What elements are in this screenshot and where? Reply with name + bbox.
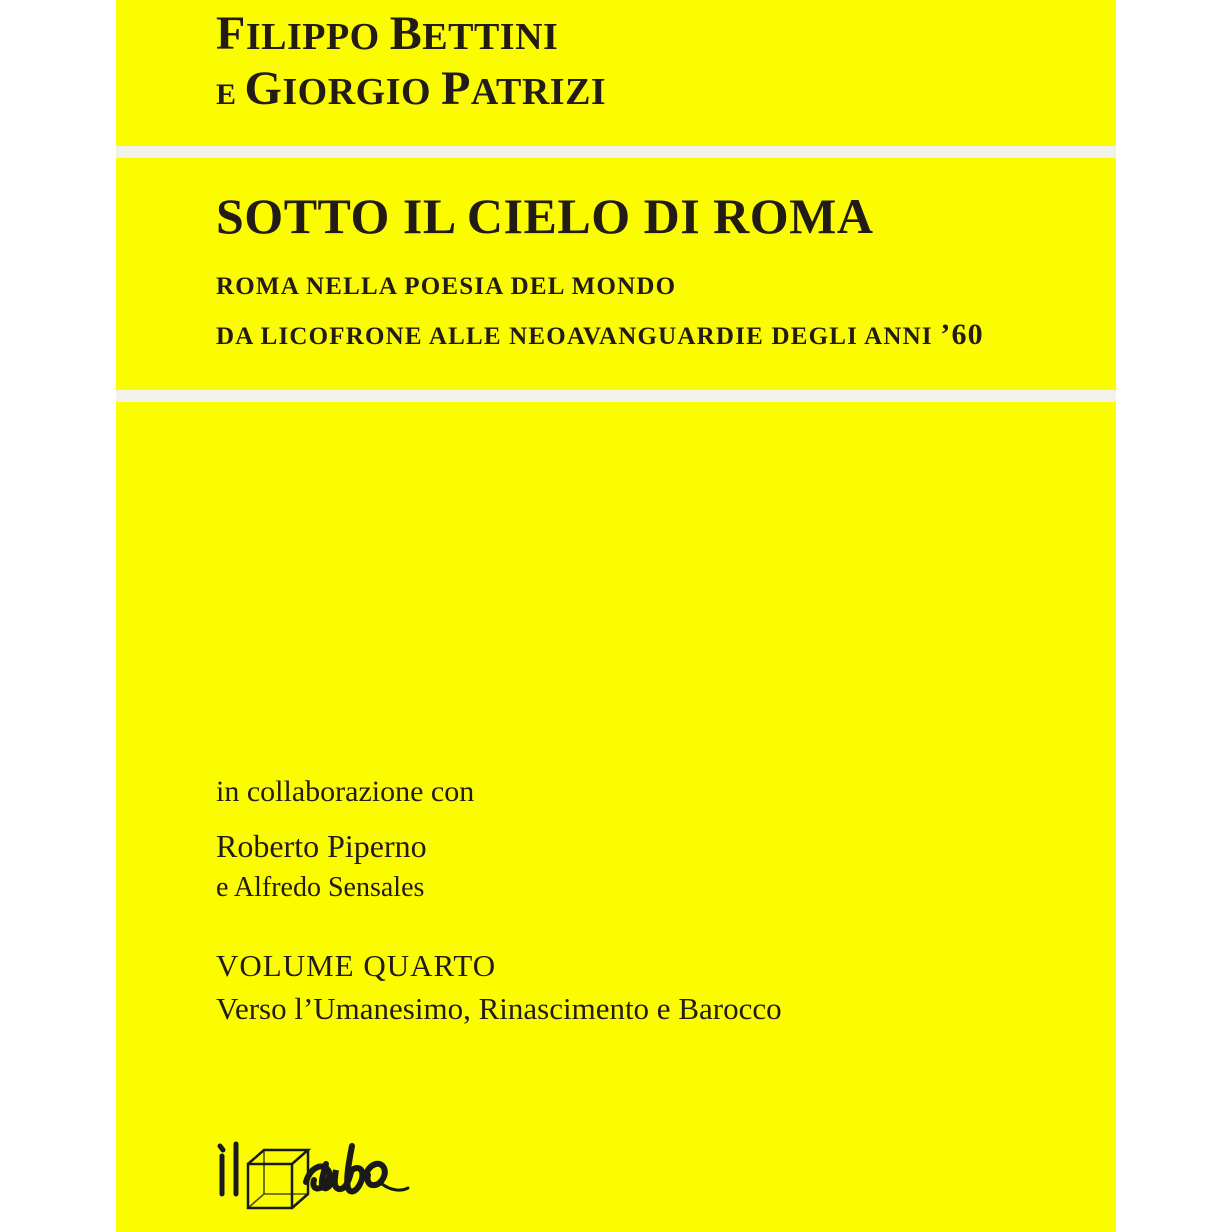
- book-subtitle-line-1: ROMA NELLA POESIA DEL MONDO: [216, 273, 677, 300]
- subtitle-2-text: DA LICOFRONE ALLE NEOAVANGUARDIE DEGLI ANNI: [216, 323, 941, 350]
- author-2-given-rest: IORGIO: [282, 71, 442, 113]
- publisher-logo-icon: [214, 1138, 454, 1218]
- author-2-surname-initial: P: [441, 62, 471, 115]
- book-subtitle-line-2: [216, 311, 1096, 361]
- collaborator-name-1: Roberto Piperno: [216, 828, 427, 864]
- collaborator-name-2: e Alfredo Sensales: [216, 872, 425, 903]
- collaboration-intro: in collaborazione con: [216, 775, 475, 808]
- author-line-1: [216, 8, 1096, 63]
- author-1-initial: F: [216, 7, 246, 60]
- conjunction-e: E: [216, 78, 245, 111]
- author-2-initial: G: [244, 62, 283, 115]
- title-block: [216, 185, 1096, 361]
- author-1-given-rest: ILIPPO: [245, 16, 390, 58]
- volume-subtitle: Verso l’Umanesimo, Rinascimento e Barocco: [216, 991, 782, 1026]
- author-2-surname-rest: ATRIZI: [470, 71, 607, 113]
- volume-label: VOLUME QUARTO: [216, 948, 497, 983]
- divider-rule-top: [116, 146, 1116, 158]
- collaboration-block: [216, 770, 1096, 908]
- author-line-2: [216, 63, 1096, 121]
- divider-rule-bottom: [116, 390, 1116, 402]
- subtitle-2-year: ’60: [940, 318, 984, 351]
- publisher-logo: [214, 1138, 454, 1218]
- volume-block: [216, 945, 1096, 1031]
- author-1-surname-initial: B: [389, 7, 423, 60]
- author-1-surname-rest: ETTINI: [422, 16, 559, 58]
- book-title: SOTTO IL CIELO DI ROMA: [216, 188, 874, 244]
- authors-block: [216, 8, 1096, 121]
